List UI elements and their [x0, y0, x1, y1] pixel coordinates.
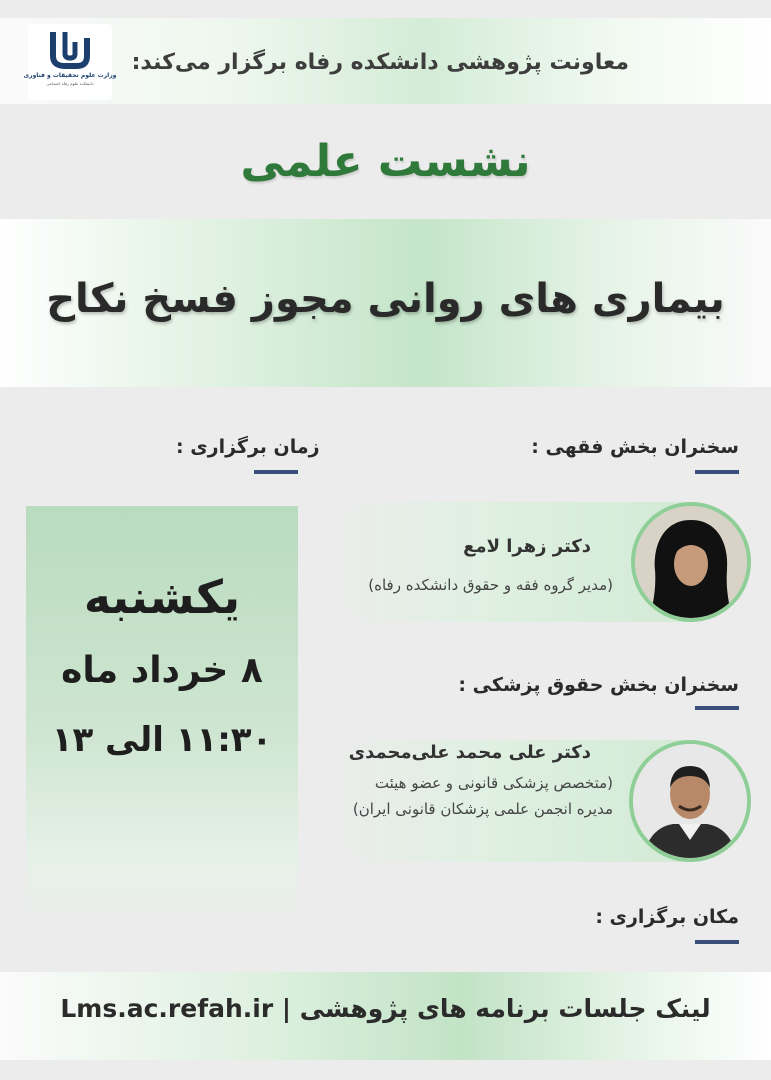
- speaker-name: دکتر علی محمد علی‌محمدی: [348, 742, 591, 763]
- section-underline: [695, 940, 739, 944]
- time-date: ۸ خرداد ماه: [61, 650, 263, 691]
- time-day: یکشنبه: [83, 570, 241, 624]
- avatar-woman-icon: [635, 506, 747, 618]
- logo: [23, 24, 117, 100]
- logo-text: وزارت علوم تحقیقات و فناوری: [23, 72, 117, 79]
- location-heading: مکان برگزاری :: [595, 906, 739, 928]
- logo-subtext: دانشکده علوم رفاه اجتماعی: [46, 81, 94, 86]
- speaker-card: [321, 502, 751, 622]
- speaker-description: (متخصص پزشکی قانونی و عضو هیئت مدیره انجمن علمی پزشکان قانونی ایران): [352, 774, 613, 818]
- subject-heading: بیماری های روانی مجوز فسخ نکاح: [46, 276, 725, 322]
- organizer-line: معاونت پژوهشی دانشکده رفاه برگزار می‌کند:: [131, 50, 629, 75]
- speaker-description: (مدیر گروه فقه و حقوق دانشکده رفاه): [368, 576, 613, 594]
- session-title: نشست علمی: [240, 136, 531, 187]
- speaker-photo: [631, 502, 751, 622]
- speaker-name: دکتر زهرا لامع: [463, 536, 591, 557]
- section-underline: [695, 470, 739, 474]
- speakers-jurisprudence-heading: سخنران بخش فقهی :: [531, 436, 739, 458]
- speaker-card: [321, 740, 751, 862]
- speaker-photo: [629, 740, 751, 862]
- section-underline: [695, 706, 739, 710]
- footer-link-text[interactable]: لینک جلسات برنامه های پژوهشی | Lms.ac.refah.ir: [60, 994, 711, 1023]
- avatar-man-icon: [633, 744, 747, 858]
- time-hours: ۱۱:۳۰ الی ۱۳: [51, 720, 273, 760]
- time-box: [26, 506, 298, 926]
- university-logo-icon: [47, 28, 93, 70]
- speakers-medical-law-heading: سخنران بخش حقوق پزشکی :: [458, 674, 739, 696]
- time-heading: زمان برگزاری :: [176, 436, 320, 458]
- section-underline: [254, 470, 298, 474]
